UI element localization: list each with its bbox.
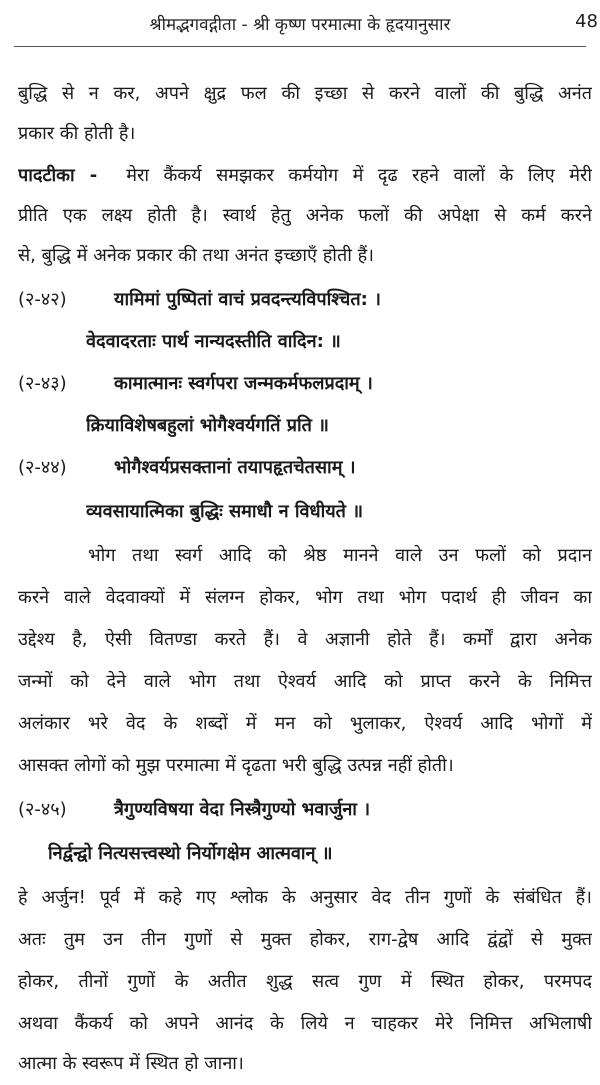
text-line: अतः तुम उन तीन गुणों से मुक्त होकर, राग-द्वेष आदि द्वंद्वों से मुक्त xyxy=(18,929,592,950)
verse-number: (२-४४) xyxy=(18,457,67,478)
footnote-text: मेरा कैंकर्य समझकर कर्मयोग में दृढ रहने वालों के लिए मेरी xyxy=(126,165,592,186)
text-line: भोग तथा स्वर्ग आदि को श्रेष्ठ मानने वाले उन फलों को प्रदान xyxy=(88,545,592,566)
text-line: आत्मा के स्वरूप में स्थित हो जाना। xyxy=(18,1053,244,1074)
verse-line xyxy=(18,286,592,314)
verse-line: क्रियाविशेषबहुलां भोगैश्वर्यगतिं प्रति ॥ xyxy=(86,415,329,436)
footnote-label: पादटीका - xyxy=(18,165,98,186)
verse-line xyxy=(18,796,592,824)
page-header xyxy=(0,0,600,46)
text-line: आसक्त लोगों को मुझ परमात्मा में दृढता भरी बुद्धि उत्पन्न नहीं होती। xyxy=(18,755,454,776)
verse-number: (२-४५) xyxy=(18,799,67,820)
verse-line: निर्द्वन्द्वो नित्यसत्त्वस्थो निर्योगक्षेम आत्मवान् ॥ xyxy=(48,843,333,864)
text-line: उद्देश्य है, ऐसी वितण्डा करते हैं। वे अज्ञानी होते हैं। कर्मों द्वारा अनेक xyxy=(18,629,592,650)
text-line: होकर, तीनों गुणों के अतीत शुद्ध सत्व गुण में स्थित होकर, परमपद xyxy=(18,971,592,992)
running-title: श्रीमद्भगवद्गीता - श्री कृष्ण परमात्मा के हृदयानुसार xyxy=(149,15,451,35)
text-line: जन्मों को देने वाले भोग तथा ऐश्वर्य आदि को प्राप्त करने के निमित्त xyxy=(18,671,592,692)
verse-text: यामिमां पुष्पितां वाचं प्रवदन्त्यविपश्चित: । xyxy=(114,289,381,310)
verse-number: (२-४२) xyxy=(18,289,67,310)
page-number: 48 xyxy=(575,11,598,32)
footnote-line: प्रीति एक लक्ष्य होती है। स्वार्थ हेतु अनेक फलों की अपेक्षा से कर्म करने xyxy=(18,205,592,226)
text-line: करने वाले वेदवाक्यों में संलग्न होकर, भोग तथा भोग पदार्थ ही जीवन का xyxy=(18,587,592,608)
verse-line xyxy=(18,370,592,398)
verse-text: त्रैगुण्यविषया वेदा निस्त्रैगुण्यो भवार्जुना । xyxy=(114,799,371,820)
text-line: हे अर्जुन! पूर्व में कहे गए श्लोक के अनुसार वेद तीन गुणों के संबंधित हैं। xyxy=(18,887,592,908)
verse-text: कामात्मानः स्वर्गपरा जन्मकर्मफलप्रदाम् । xyxy=(114,373,373,394)
text-line: अथवा कैंकर्य को अपने आनंद के लिये न चाहकर मेरे निमित्त अभिलाषी xyxy=(18,1013,592,1034)
footnote-line xyxy=(18,162,592,190)
verse-line: वेदवादरताः पार्थ नान्यदस्तीति वादिन: ॥ xyxy=(86,331,341,352)
verse-text: भोगैश्वर्यप्रसक्तानां तयापहृतचेतसाम् । xyxy=(114,457,356,478)
header-divider xyxy=(14,46,586,47)
footnote-line: से, बुद्धि में अनेक प्रकार की तथा अनंत इच्छाएँ होती हैं। xyxy=(18,245,374,266)
text-line: बुद्धि से न कर, अपने क्षुद्र फल की इच्छा से करने वालों की बुद्धि अनंत xyxy=(18,83,592,104)
verse-number: (२-४३) xyxy=(18,373,67,394)
verse-line: व्यवसायात्मिका बुद्धिः समाधौ न विधीयते ॥ xyxy=(86,501,363,522)
verse-line xyxy=(18,454,592,482)
text-line: अलंकार भरे वेद के शब्दों में मन को भुलाकर, ऐश्वर्य आदि भोगों में xyxy=(18,713,592,734)
text-line: प्रकार की होती है। xyxy=(18,123,136,144)
